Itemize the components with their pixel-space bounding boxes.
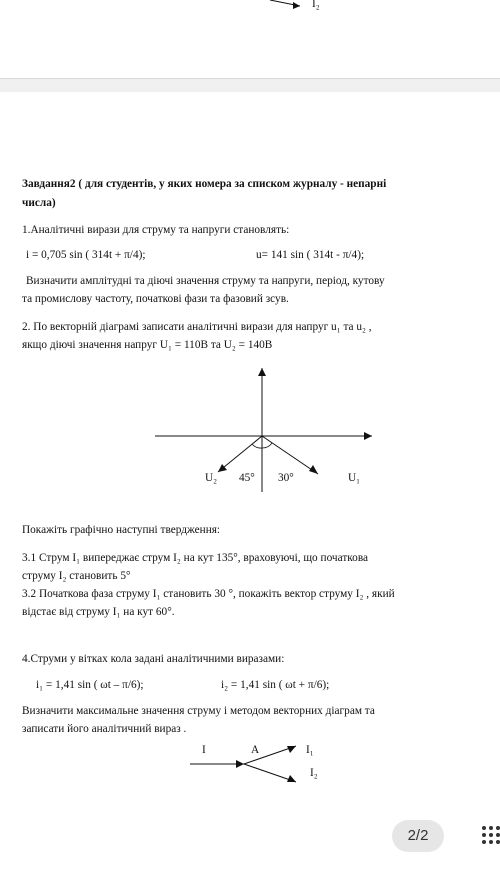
- label-u1: U₁: [348, 472, 361, 484]
- q1-task-line1: Визначити амплітудні та діючі значення струму та напруги, період, кутову: [26, 275, 385, 287]
- q1-task-line2: та промислову частоту, початкові фази та фазовий зсув.: [22, 293, 289, 305]
- q4-intro: 4.Струми у вітках кола задані аналітичними виразами:: [22, 653, 285, 665]
- grid-icon: [474, 820, 500, 852]
- q3-1-line2: струму I₂ становить 5°: [22, 570, 131, 582]
- label-angle-45: 45°: [239, 472, 255, 484]
- previous-page: [0, 0, 500, 79]
- q3-2-line1: 3.2 Початкова фаза струму I₁ становить 30 °, покажіть вектор струму I₂ , який: [22, 588, 395, 600]
- q1-formula-u: u= 141 sin ( 314t - π/4);: [256, 249, 365, 261]
- q4-task-line1: Визначити максимальне значення струму і методом векторних діаграм та: [22, 705, 375, 717]
- q3-1-line1: 3.1 Струм I₁ випереджає струм I₂ на кут 135°, враховуючі, що початкова: [22, 552, 369, 564]
- label-angle-30: 30°: [278, 472, 294, 484]
- q3-2-line2: відстає від струму I₁ на кут 60°.: [22, 606, 175, 618]
- q2-line2: якщо діючі значення напруг U₁ = 110В та U₂ = 140В: [22, 339, 273, 351]
- q4-formula-i1: i₁ = 1,41 sin ( ωt – π/6);: [36, 679, 144, 691]
- q1-formula-i: i = 0,705 sin ( 314t + π/4);: [26, 249, 146, 261]
- node-current-diagram: [0, 92, 500, 888]
- q2-line1: 2. По векторній діаграмі записати аналітичні вирази для напруг u₁ та u₂ ,: [22, 321, 372, 333]
- document-page: [0, 92, 500, 888]
- prev-page-label: I₂: [312, 0, 320, 10]
- label-u2: U₂: [205, 472, 218, 484]
- page-indicator: 2/2: [392, 820, 444, 852]
- q3-heading: Покажіть графічно наступні твердження:: [22, 524, 221, 536]
- previous-page-fragment: [0, 0, 500, 78]
- grid-view-button[interactable]: [474, 820, 500, 852]
- label-node-a: A: [251, 744, 260, 756]
- label-current-i2: I₂: [310, 767, 318, 779]
- task-title-line2: числа): [22, 197, 56, 209]
- q4-task-line2: записати його аналітичний вираз .: [22, 723, 187, 735]
- label-current-i1: I₁: [306, 744, 314, 756]
- q1-intro: 1.Аналітичні вирази для струму та напруги становлять:: [22, 224, 290, 236]
- q4-formula-i2: i₂ = 1,41 sin ( ωt + π/6);: [221, 679, 330, 691]
- task-title-line1: Завдання2 ( для студентів, у яких номера за списком журналу - непарні: [22, 178, 387, 190]
- label-current-i: I: [202, 744, 206, 756]
